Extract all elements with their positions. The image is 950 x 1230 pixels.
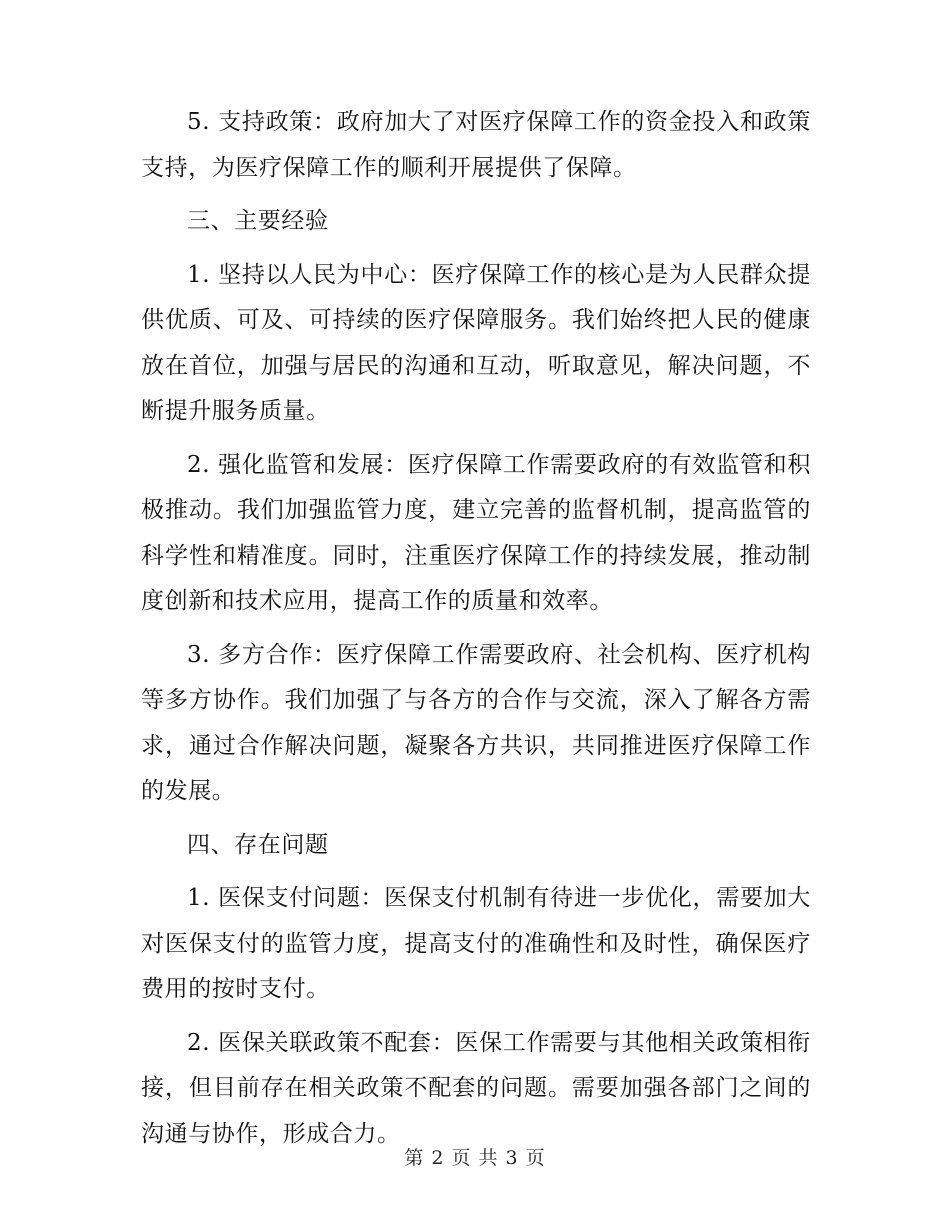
paragraph-experience-cooperation: 3. 多方合作：医疗保障工作需要政府、社会机构、医疗机构等多方协作。我们加强了与各方的合作与交流，深入了解各方需求，通过合作解决问题，凝聚各方共识，共同推进医疗保障工作的发展。 xyxy=(141,641,811,804)
section-heading-main-experience: 三、主要经验 xyxy=(187,208,329,234)
section-heading-existing-problems: 四、存在问题 xyxy=(187,831,329,858)
page-number-footer: 第 2 页 共 3 页 xyxy=(404,1147,546,1169)
paragraph-policy-support: 5. 支持政策：政府加大了对医疗保障工作的资金投入和政策支持，为医疗保障工作的顺利开展提供了保障。 xyxy=(141,109,811,181)
paragraph-problem-policy-mismatch: 2. 医保关联政策不配套：医保工作需要与其他相关政策相衔接，但目前存在相关政策不配套的问题。需要加强各部门之间的沟通与协作，形成合力。 xyxy=(141,1029,811,1147)
paragraph-problem-payment: 1. 医保支付问题：医保支付机制有待进一步优化，需要加大对医保支付的监管力度，提高支付的准确性和及时性，确保医疗费用的按时支付。 xyxy=(141,885,811,1002)
document-body xyxy=(141,100,811,1165)
paragraph-experience-people-centered: 1. 坚持以人民为中心：医疗保障工作的核心是为人民群众提供优质、可及、可持续的医疗保障服务。我们始终把人民的健康放在首位，加强与居民的沟通和互动，听取意见，解决问题，不断提升服务质量。 xyxy=(141,261,811,424)
paragraph-experience-supervision: 2. 强化监管和发展：医疗保障工作需要政府的有效监管和积极推动。我们加强监管力度，建立完善的监督机制，提高监管的科学性和精准度。同时，注重医疗保障工作的持续发展，推动制度创新和技术应用，提高工作的质量和效率。 xyxy=(141,451,811,614)
